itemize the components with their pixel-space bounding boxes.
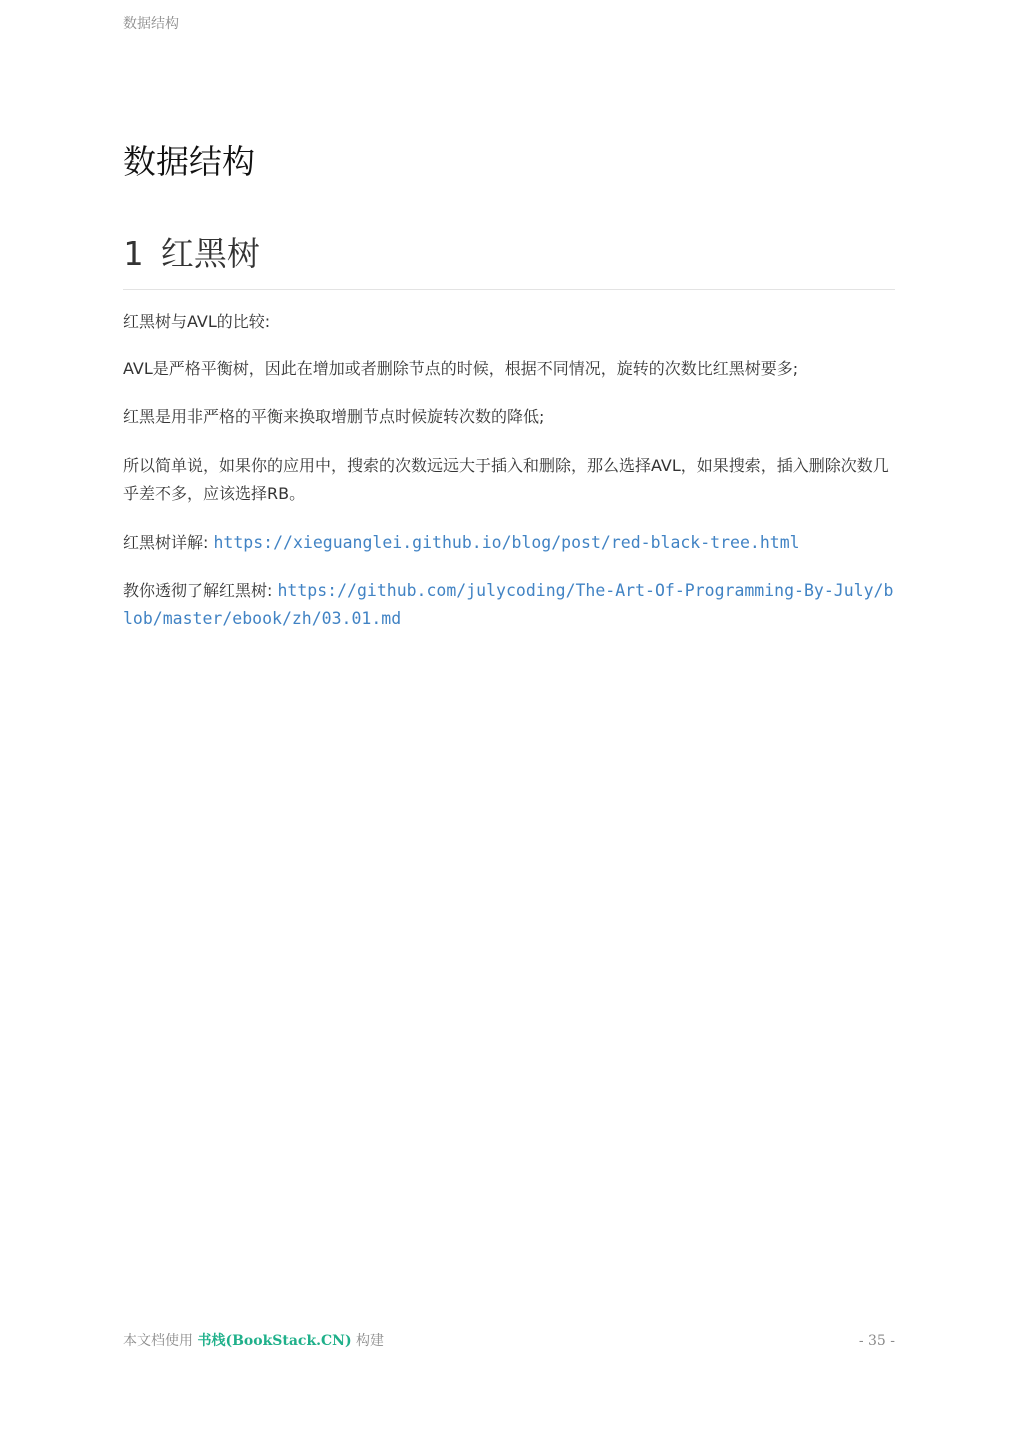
section-number: 1 xyxy=(123,234,143,273)
running-header: 数据结构 xyxy=(123,16,179,32)
section-title: 红黑树 xyxy=(160,234,260,273)
paragraph-comparison-intro: 红黑树与AVL的比较: xyxy=(123,312,271,331)
footer-suffix: 构建 xyxy=(351,1333,385,1349)
paragraph-summary: 所以简单说，如果你的应用中，搜索的次数远远大于插入和删除，那么选择AVL，如果搜索，插入删除次数几乎差不多，应该选择RB。 xyxy=(123,456,889,503)
tutorial-link[interactable]: https://github.com/julycoding/The-Art-Of-Programming-By-July/blob/master/ebook/zh/03.01.md xyxy=(123,581,894,628)
footer-credit xyxy=(123,1331,384,1351)
detail-link-label: 红黑树详解: xyxy=(123,533,214,552)
footer-prefix: 本文档使用 xyxy=(123,1333,198,1349)
paragraph-detail-link xyxy=(123,529,895,557)
page-number: - 35 - xyxy=(858,1333,895,1349)
paragraph-tutorial-link xyxy=(123,577,895,633)
bookstack-link[interactable]: 书栈(BookStack.CN) xyxy=(197,1333,352,1349)
tutorial-link-label: 教你透彻了解红黑树: xyxy=(123,581,278,600)
page-title: 数据结构 xyxy=(123,142,255,181)
page-footer xyxy=(123,1331,895,1353)
paragraph-red-black: 红黑是用非严格的平衡来换取增删节点时候旋转次数的降低; xyxy=(123,407,545,426)
detail-link[interactable]: https://xieguanglei.github.io/blog/post/red-black-tree.html xyxy=(213,533,800,552)
section-heading xyxy=(123,232,895,290)
paragraph-avl: AVL是严格平衡树，因此在增加或者删除节点的时候，根据不同情况，旋转的次数比红黑树要多; xyxy=(123,359,799,378)
